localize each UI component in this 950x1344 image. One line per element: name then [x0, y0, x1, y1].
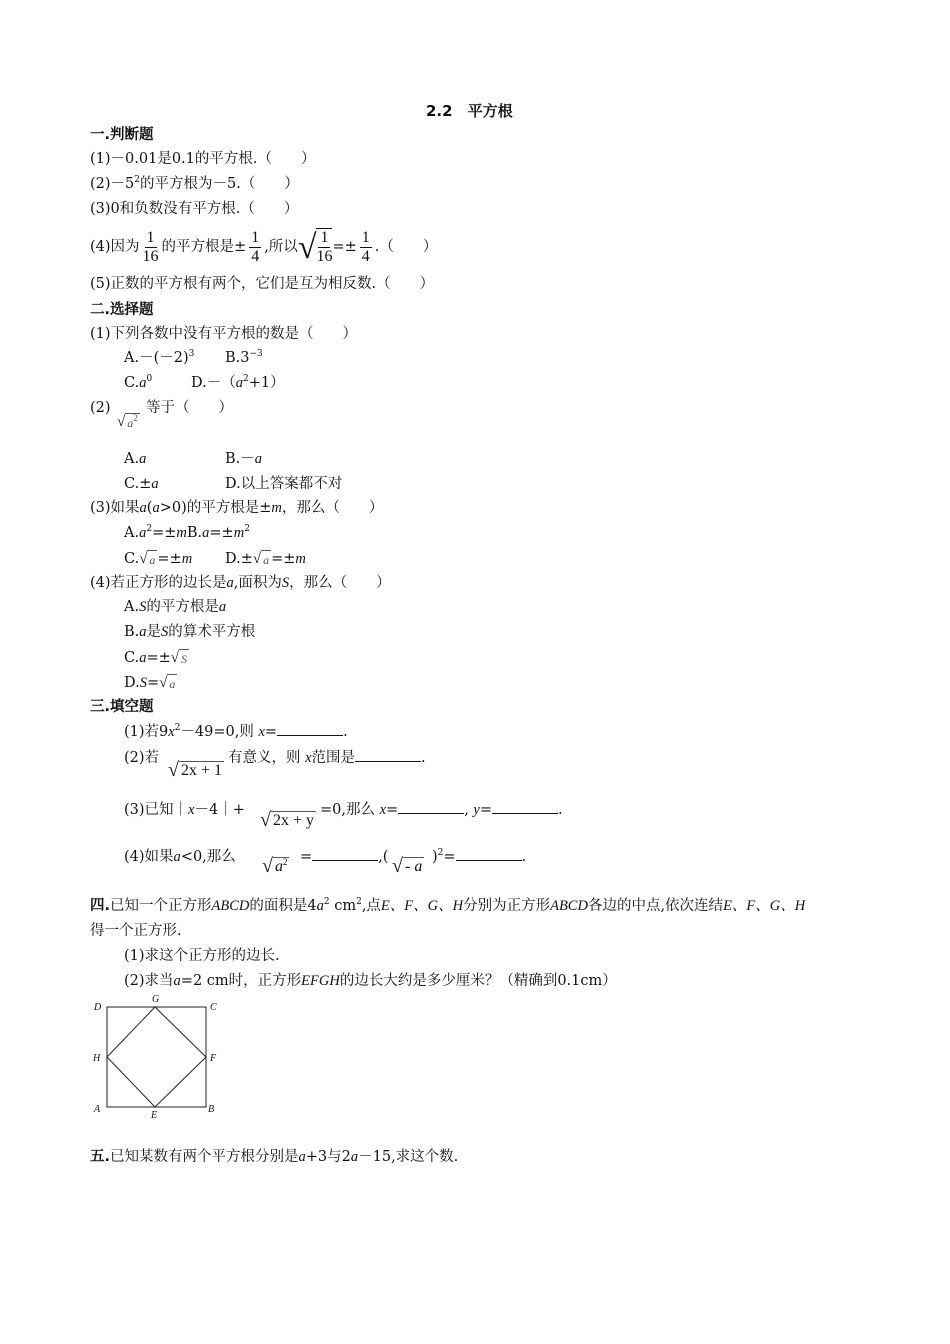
section-3-heading: 三.填空题 [90, 699, 154, 715]
label-F: F [210, 1053, 217, 1064]
label-A: A [94, 1104, 101, 1115]
option-D: D.S= √ a [124, 675, 176, 691]
question: (4)若正方形的边长是a,面积为S，那么（ ） [90, 575, 391, 591]
question: (1)下列各数中没有平方根的数是（ ） [90, 326, 358, 342]
answer-blank [355, 749, 421, 762]
fraction: $\frac{1}{4}$ [361, 228, 370, 265]
option-A: A.S的平方根是a [124, 599, 227, 615]
question: (3)已知｜x－4｜+ [124, 802, 245, 818]
answer-blank [277, 723, 343, 736]
option-D: D.以上答案都不对 [225, 476, 343, 492]
section-5-text: 五.已知某数有两个平方根分别是a+3与2a－15,求这个数. [90, 1149, 459, 1165]
answer-blank [312, 848, 378, 861]
fraction: $\frac{1}{16}$ [142, 228, 159, 265]
section-2-heading: 二.选择题 [90, 302, 154, 318]
label-D: D [94, 1002, 102, 1013]
sqrt-expression: √ $a^2$ [117, 413, 138, 430]
option-D: $D.-(a^2+1)$ [191, 374, 285, 391]
question-text: )$^2$= . [432, 848, 527, 865]
question-text: 等于（ ） [146, 400, 233, 416]
sqrt-expression: √ 1 16 [297, 229, 333, 266]
label-G: G [152, 994, 160, 1005]
answer-blank [492, 801, 558, 814]
question-text: =0,那么 x= , y= . [320, 802, 563, 818]
label-H: H [93, 1053, 101, 1064]
option-C: C.±a [124, 476, 159, 492]
section-1-heading: 一.判断题 [90, 127, 154, 143]
question: (4)如果a<0,那么 [124, 849, 236, 865]
question: $(2)-5^2$的平方根为－5.（ ） [90, 175, 299, 192]
question: (3)如果a(a>0)的平方根是±m，那么（ ） [90, 500, 384, 516]
question: (1)－0.01是0.1的平方根.（ ） [90, 151, 316, 167]
question: (4)因为 $\frac{1}{16}$ 的平方根是± $\frac{1}{4}$ ,所以 √ 1 16 =± $\frac{1}{4}$ .（ ） [90, 228, 438, 266]
label-E: E [151, 1110, 158, 1120]
sqrt-expression: √ 2x + y [260, 809, 315, 831]
sqrt-expression: √ 2x + 1 [168, 759, 223, 781]
option-AB: $A.a^2=\pm mB.a=\pm m^2$ [124, 524, 250, 541]
question: (2) [90, 400, 111, 416]
answer-blank [456, 848, 522, 861]
question-text: 有意义，则 x范围是 . [228, 750, 426, 766]
answer-blank [398, 801, 464, 814]
option-B: B.－a [225, 451, 263, 467]
question: (1)求这个正方形的边长. [124, 948, 280, 964]
option-B: $B.3^{-3}$ [225, 349, 263, 366]
option-A: $A.-(-2)^3$ [124, 349, 195, 366]
label-B: B [208, 1104, 215, 1115]
option-A: A.a [124, 451, 147, 467]
fraction: $\frac{1}{4}$ [251, 228, 260, 265]
question: (1)若$9x^2-49=0$,则 x= . [124, 723, 348, 740]
question: (2)求当a=2 cm时，正方形EFGH的边长大约是多少厘米？（精确到0.1cm） [124, 973, 617, 989]
question: (2)若 [124, 750, 160, 766]
section-4-text: 得一个正方形. [90, 923, 182, 939]
option-C: C. √ a =±m [124, 551, 193, 567]
option-C: $C.a^0$ [124, 374, 153, 391]
sqrt-expression: √ - a [392, 855, 423, 877]
question-text: = ,( [300, 849, 389, 865]
square-abcd [107, 1007, 206, 1107]
option-D: D.± √ a =±m [225, 551, 306, 567]
question: (5)正数的平方根有两个，它们是互为相反数.（ ） [90, 276, 435, 292]
section-4-text: 四.已知一个正方形ABCD的面积是$4a^2$ $cm^2$,点E、F、G、H分别为正方形ABCD各边的中点,依次连结E、F、G、H [90, 897, 806, 914]
label-C: C [210, 1002, 217, 1013]
sqrt-expression: √ $a^2$ [262, 855, 288, 877]
square-efgh [107, 1007, 206, 1107]
question: (3)0和负数没有平方根.（ ） [90, 201, 299, 217]
option-B: B.a是S的算术平方根 [124, 624, 256, 640]
square-figure [85, 990, 225, 1120]
option-C: C.a=± √ S [124, 650, 187, 666]
page-title: 2.2 平方根 [426, 102, 513, 120]
